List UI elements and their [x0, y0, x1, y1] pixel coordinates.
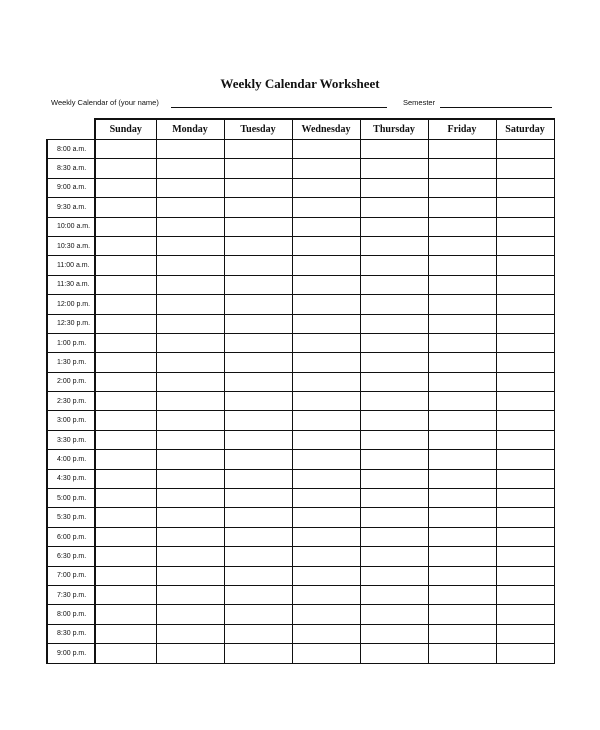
time-label: 11:30 a.m.	[47, 275, 95, 294]
schedule-cell[interactable]	[428, 585, 496, 604]
schedule-cell[interactable]	[292, 159, 360, 178]
corner-cell	[47, 119, 95, 140]
schedule-cell[interactable]	[156, 469, 224, 488]
time-slot-row	[47, 217, 554, 236]
schedule-cell[interactable]	[95, 508, 156, 527]
schedule-cell[interactable]	[428, 140, 496, 159]
schedule-cell[interactable]	[292, 450, 360, 469]
schedule-cell[interactable]	[496, 411, 554, 430]
schedule-cell[interactable]	[428, 333, 496, 352]
schedule-cell[interactable]	[496, 275, 554, 294]
schedule-cell[interactable]	[95, 159, 156, 178]
schedule-cell[interactable]	[156, 605, 224, 624]
schedule-cell[interactable]	[360, 217, 428, 236]
schedule-cell[interactable]	[224, 450, 292, 469]
page-title: Weekly Calendar Worksheet	[220, 76, 380, 91]
schedule-cell[interactable]	[224, 605, 292, 624]
time-slot-row	[47, 450, 554, 469]
weekly-calendar-table	[46, 118, 555, 664]
schedule-cell[interactable]	[224, 585, 292, 604]
time-label: 2:00 p.m.	[47, 372, 95, 391]
schedule-cell[interactable]	[292, 256, 360, 275]
schedule-cell[interactable]	[360, 605, 428, 624]
schedule-cell[interactable]	[156, 392, 224, 411]
time-slot-row	[47, 644, 554, 663]
schedule-cell[interactable]	[360, 644, 428, 663]
schedule-cell[interactable]	[224, 198, 292, 217]
schedule-cell[interactable]	[95, 411, 156, 430]
schedule-cell[interactable]	[428, 644, 496, 663]
schedule-cell[interactable]	[360, 489, 428, 508]
schedule-cell[interactable]	[156, 275, 224, 294]
schedule-cell[interactable]	[360, 236, 428, 255]
schedule-cell[interactable]	[292, 236, 360, 255]
schedule-cell[interactable]	[292, 275, 360, 294]
schedule-cell[interactable]	[224, 295, 292, 314]
schedule-cell[interactable]	[360, 333, 428, 352]
schedule-cell[interactable]	[360, 624, 428, 643]
schedule-cell[interactable]	[496, 314, 554, 333]
schedule-cell[interactable]	[156, 430, 224, 449]
schedule-cell[interactable]	[496, 372, 554, 391]
schedule-cell[interactable]	[95, 295, 156, 314]
time-slot-row	[47, 624, 554, 643]
schedule-cell[interactable]	[292, 527, 360, 546]
day-header-row	[47, 119, 554, 140]
schedule-cell[interactable]	[360, 314, 428, 333]
schedule-cell[interactable]	[156, 450, 224, 469]
schedule-cell[interactable]	[95, 236, 156, 255]
time-slot-row	[47, 566, 554, 585]
schedule-cell[interactable]	[428, 566, 496, 585]
time-label: 8:30 p.m.	[47, 624, 95, 643]
day-header: Monday	[156, 119, 224, 140]
schedule-cell[interactable]	[95, 566, 156, 585]
schedule-cell[interactable]	[156, 489, 224, 508]
schedule-cell[interactable]	[496, 624, 554, 643]
schedule-cell[interactable]	[496, 256, 554, 275]
schedule-cell[interactable]	[95, 469, 156, 488]
schedule-cell[interactable]	[224, 353, 292, 372]
schedule-cell[interactable]	[428, 372, 496, 391]
name-field[interactable]	[171, 98, 387, 108]
schedule-cell[interactable]	[95, 275, 156, 294]
schedule-cell[interactable]	[360, 198, 428, 217]
time-label: 9:00 p.m.	[47, 644, 95, 663]
schedule-cell[interactable]	[428, 198, 496, 217]
time-slot-row	[47, 178, 554, 197]
schedule-cell[interactable]	[496, 489, 554, 508]
schedule-cell[interactable]	[95, 392, 156, 411]
schedule-cell[interactable]	[224, 275, 292, 294]
time-slot-row	[47, 256, 554, 275]
schedule-cell[interactable]	[224, 566, 292, 585]
schedule-cell[interactable]	[496, 159, 554, 178]
time-slot-row	[47, 392, 554, 411]
schedule-cell[interactable]	[360, 372, 428, 391]
schedule-cell[interactable]	[496, 547, 554, 566]
schedule-cell[interactable]	[428, 295, 496, 314]
schedule-cell[interactable]	[95, 450, 156, 469]
day-header: Friday	[428, 119, 496, 140]
schedule-cell[interactable]	[224, 140, 292, 159]
schedule-cell[interactable]	[292, 198, 360, 217]
time-slot-row	[47, 314, 554, 333]
schedule-cell[interactable]	[224, 392, 292, 411]
time-slot-row	[47, 605, 554, 624]
schedule-cell[interactable]	[360, 430, 428, 449]
schedule-cell[interactable]	[224, 217, 292, 236]
schedule-cell[interactable]	[292, 333, 360, 352]
schedule-cell[interactable]	[95, 140, 156, 159]
schedule-cell[interactable]	[496, 392, 554, 411]
schedule-cell[interactable]	[292, 353, 360, 372]
schedule-cell[interactable]	[292, 392, 360, 411]
schedule-cell[interactable]	[496, 236, 554, 255]
semester-label: Semester	[403, 98, 436, 107]
schedule-cell[interactable]	[156, 295, 224, 314]
schedule-cell[interactable]	[428, 392, 496, 411]
schedule-cell[interactable]	[292, 566, 360, 585]
schedule-cell[interactable]	[496, 353, 554, 372]
schedule-cell[interactable]	[156, 508, 224, 527]
name-label: Weekly Calendar of (your name)	[51, 98, 159, 107]
time-label: 9:30 a.m.	[47, 198, 95, 217]
time-slot-row	[47, 353, 554, 372]
time-label: 8:30 a.m.	[47, 159, 95, 178]
schedule-cell[interactable]	[156, 236, 224, 255]
time-label: 6:00 p.m.	[47, 527, 95, 546]
time-label: 3:30 p.m.	[47, 430, 95, 449]
schedule-cell[interactable]	[224, 430, 292, 449]
semester-field[interactable]	[440, 98, 552, 108]
schedule-cell[interactable]	[95, 372, 156, 391]
schedule-cell[interactable]	[496, 430, 554, 449]
schedule-cell[interactable]	[224, 527, 292, 546]
schedule-cell[interactable]	[95, 353, 156, 372]
time-label: 8:00 a.m.	[47, 140, 95, 159]
schedule-cell[interactable]	[292, 624, 360, 643]
schedule-cell[interactable]	[95, 527, 156, 546]
schedule-cell[interactable]	[360, 178, 428, 197]
schedule-cell[interactable]	[95, 178, 156, 197]
time-slot-row	[47, 333, 554, 352]
schedule-cell[interactable]	[95, 256, 156, 275]
time-label: 7:30 p.m.	[47, 585, 95, 604]
time-label: 9:00 a.m.	[47, 178, 95, 197]
time-slot-row	[47, 159, 554, 178]
day-header: Saturday	[496, 119, 554, 140]
schedule-cell[interactable]	[292, 644, 360, 663]
schedule-cell[interactable]	[360, 527, 428, 546]
schedule-cell[interactable]	[360, 295, 428, 314]
schedule-cell[interactable]	[428, 178, 496, 197]
schedule-cell[interactable]	[224, 333, 292, 352]
schedule-cell[interactable]	[156, 372, 224, 391]
time-label: 5:30 p.m.	[47, 508, 95, 527]
time-label: 1:00 p.m.	[47, 333, 95, 352]
schedule-cell[interactable]	[360, 566, 428, 585]
schedule-cell[interactable]	[496, 605, 554, 624]
schedule-cell[interactable]	[496, 566, 554, 585]
schedule-cell[interactable]	[496, 585, 554, 604]
schedule-cell[interactable]	[292, 140, 360, 159]
schedule-cell[interactable]	[156, 411, 224, 430]
schedule-cell[interactable]	[428, 527, 496, 546]
time-label: 4:30 p.m.	[47, 469, 95, 488]
schedule-cell[interactable]	[292, 489, 360, 508]
time-label: 7:00 p.m.	[47, 566, 95, 585]
schedule-cell[interactable]	[428, 430, 496, 449]
schedule-cell[interactable]	[360, 159, 428, 178]
schedule-cell[interactable]	[156, 178, 224, 197]
schedule-cell[interactable]	[224, 178, 292, 197]
day-header: Sunday	[95, 119, 156, 140]
schedule-cell[interactable]	[360, 353, 428, 372]
schedule-cell[interactable]	[292, 372, 360, 391]
schedule-cell[interactable]	[360, 469, 428, 488]
schedule-cell[interactable]	[224, 372, 292, 391]
schedule-cell[interactable]	[292, 411, 360, 430]
schedule-cell[interactable]	[360, 508, 428, 527]
schedule-cell[interactable]	[292, 314, 360, 333]
schedule-cell[interactable]	[428, 217, 496, 236]
schedule-cell[interactable]	[224, 314, 292, 333]
time-label: 11:00 a.m.	[47, 256, 95, 275]
schedule-cell[interactable]	[156, 198, 224, 217]
schedule-cell[interactable]	[292, 178, 360, 197]
schedule-cell[interactable]	[428, 469, 496, 488]
schedule-cell[interactable]	[95, 605, 156, 624]
schedule-cell[interactable]	[428, 547, 496, 566]
time-slot-row	[47, 585, 554, 604]
schedule-cell[interactable]	[156, 333, 224, 352]
schedule-cell[interactable]	[428, 508, 496, 527]
time-slot-row	[47, 489, 554, 508]
time-label: 10:30 a.m.	[47, 236, 95, 255]
schedule-cell[interactable]	[95, 489, 156, 508]
schedule-cell[interactable]	[224, 236, 292, 255]
time-slot-row	[47, 411, 554, 430]
schedule-cell[interactable]	[224, 547, 292, 566]
schedule-cell[interactable]	[360, 275, 428, 294]
schedule-cell[interactable]	[95, 333, 156, 352]
time-label: 1:30 p.m.	[47, 353, 95, 372]
time-label: 4:00 p.m.	[47, 450, 95, 469]
schedule-cell[interactable]	[156, 217, 224, 236]
schedule-cell[interactable]	[95, 198, 156, 217]
schedule-cell[interactable]	[292, 547, 360, 566]
schedule-cell[interactable]	[292, 295, 360, 314]
schedule-cell[interactable]	[95, 585, 156, 604]
schedule-cell[interactable]	[224, 159, 292, 178]
time-slot-row	[47, 198, 554, 217]
schedule-cell[interactable]	[496, 217, 554, 236]
time-slot-row	[47, 372, 554, 391]
schedule-cell[interactable]	[292, 605, 360, 624]
schedule-cell[interactable]	[428, 411, 496, 430]
time-label: 8:00 p.m.	[47, 605, 95, 624]
schedule-cell[interactable]	[292, 469, 360, 488]
schedule-cell[interactable]	[428, 314, 496, 333]
time-slot-row	[47, 295, 554, 314]
schedule-cell[interactable]	[496, 644, 554, 663]
time-slot-row	[47, 469, 554, 488]
time-slot-row	[47, 547, 554, 566]
schedule-cell[interactable]	[224, 411, 292, 430]
schedule-cell[interactable]	[360, 585, 428, 604]
schedule-cell[interactable]	[292, 430, 360, 449]
schedule-cell[interactable]	[95, 314, 156, 333]
schedule-cell[interactable]	[95, 547, 156, 566]
time-slot-row	[47, 508, 554, 527]
schedule-cell[interactable]	[428, 275, 496, 294]
schedule-cell[interactable]	[224, 469, 292, 488]
time-slot-row	[47, 430, 554, 449]
schedule-cell[interactable]	[360, 547, 428, 566]
schedule-cell[interactable]	[428, 624, 496, 643]
schedule-cell[interactable]	[224, 508, 292, 527]
schedule-cell[interactable]	[428, 605, 496, 624]
time-label: 6:30 p.m.	[47, 547, 95, 566]
time-label: 5:00 p.m.	[47, 489, 95, 508]
schedule-cell[interactable]	[224, 489, 292, 508]
schedule-cell[interactable]	[360, 392, 428, 411]
schedule-cell[interactable]	[292, 508, 360, 527]
schedule-cell[interactable]	[496, 198, 554, 217]
schedule-cell[interactable]	[95, 644, 156, 663]
schedule-cell[interactable]	[428, 353, 496, 372]
schedule-cell[interactable]	[95, 217, 156, 236]
time-label: 3:00 p.m.	[47, 411, 95, 430]
schedule-cell[interactable]	[156, 566, 224, 585]
schedule-cell[interactable]	[156, 353, 224, 372]
time-slot-row	[47, 236, 554, 255]
time-label: 12:00 p.m.	[47, 295, 95, 314]
schedule-cell[interactable]	[496, 178, 554, 197]
schedule-cell[interactable]	[292, 585, 360, 604]
schedule-cell[interactable]	[496, 469, 554, 488]
schedule-cell[interactable]	[156, 644, 224, 663]
schedule-cell[interactable]	[224, 624, 292, 643]
schedule-cell[interactable]	[224, 256, 292, 275]
day-header: Wednesday	[292, 119, 360, 140]
time-slot-row	[47, 140, 554, 159]
schedule-cell[interactable]	[156, 256, 224, 275]
day-header: Tuesday	[224, 119, 292, 140]
schedule-cell[interactable]	[156, 547, 224, 566]
schedule-cell[interactable]	[428, 159, 496, 178]
schedule-cell[interactable]	[95, 624, 156, 643]
time-label: 2:30 p.m.	[47, 392, 95, 411]
schedule-cell[interactable]	[496, 527, 554, 546]
schedule-cell[interactable]	[496, 295, 554, 314]
day-header: Thursday	[360, 119, 428, 140]
schedule-cell[interactable]	[496, 508, 554, 527]
schedule-cell[interactable]	[496, 450, 554, 469]
schedule-cell[interactable]	[496, 140, 554, 159]
schedule-cell[interactable]	[360, 450, 428, 469]
schedule-cell[interactable]	[428, 489, 496, 508]
schedule-cell[interactable]	[292, 217, 360, 236]
schedule-cell[interactable]	[156, 140, 224, 159]
schedule-cell[interactable]	[360, 140, 428, 159]
schedule-cell[interactable]	[496, 333, 554, 352]
schedule-cell[interactable]	[156, 527, 224, 546]
schedule-cell[interactable]	[156, 314, 224, 333]
schedule-cell[interactable]	[428, 236, 496, 255]
schedule-cell[interactable]	[156, 159, 224, 178]
schedule-cell[interactable]	[428, 450, 496, 469]
schedule-cell[interactable]	[156, 585, 224, 604]
schedule-cell[interactable]	[156, 624, 224, 643]
schedule-cell[interactable]	[428, 256, 496, 275]
time-slot-row	[47, 527, 554, 546]
time-slot-row	[47, 275, 554, 294]
schedule-cell[interactable]	[224, 644, 292, 663]
time-label: 12:30 p.m.	[47, 314, 95, 333]
schedule-cell[interactable]	[95, 430, 156, 449]
schedule-cell[interactable]	[360, 411, 428, 430]
time-label: 10:00 a.m.	[47, 217, 95, 236]
schedule-cell[interactable]	[360, 256, 428, 275]
